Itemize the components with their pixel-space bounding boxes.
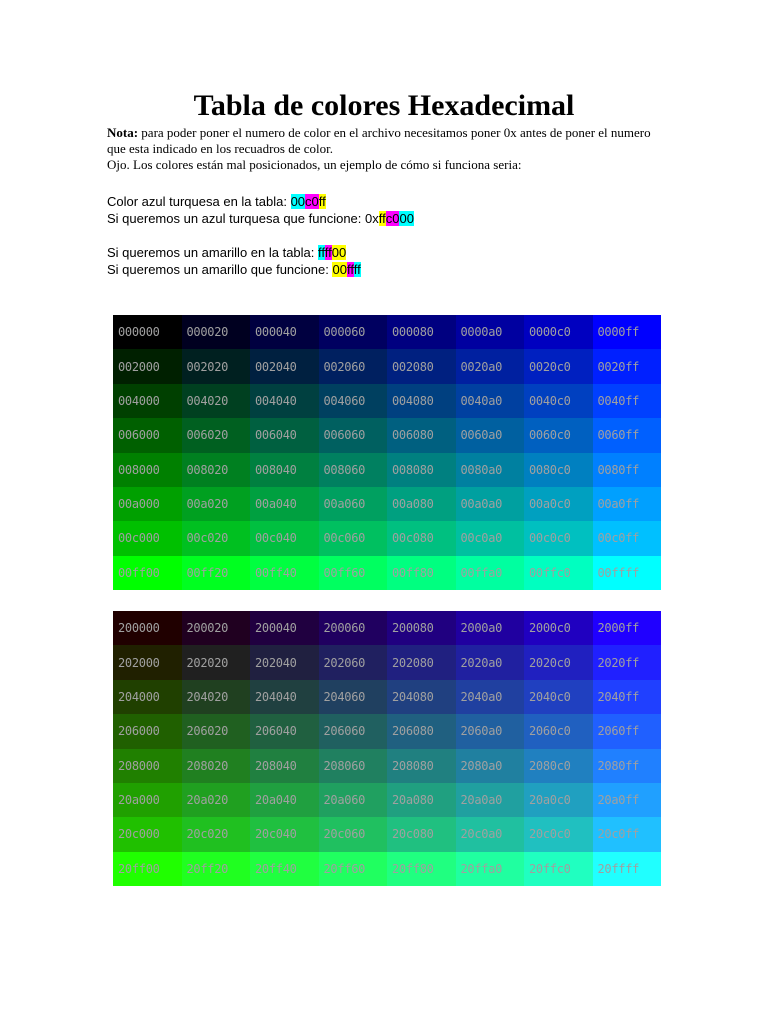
highlighted-hex-part: 00 [399, 211, 414, 226]
color-cell: 200080 [387, 611, 456, 645]
color-cell: 00c060 [319, 521, 388, 555]
color-cell: 00ff20 [182, 556, 251, 590]
color-cell: 00ffa0 [456, 556, 525, 590]
color-cell: 2080c0 [524, 749, 593, 783]
color-cell: 000060 [319, 315, 388, 349]
color-cell: 20ff60 [319, 852, 388, 886]
color-cell: 00a0ff [593, 487, 662, 521]
note-text: para poder poner el numero de color en el archivo necesitamos poner 0x antes de poner el numero que esta indicado en los recuadros de color. [107, 125, 651, 156]
color-cell: 20ffff [593, 852, 662, 886]
color-cell: 0000c0 [524, 315, 593, 349]
color-cell: 2000ff [593, 611, 662, 645]
color-cell: 004040 [250, 384, 319, 418]
color-cell: 000040 [250, 315, 319, 349]
highlighted-hex-part: ff [318, 245, 325, 260]
highlighted-hex-part: c0 [305, 194, 319, 209]
color-cell: 00c0ff [593, 521, 662, 555]
note-paragraph [107, 125, 667, 173]
color-cell: 0060ff [593, 418, 662, 452]
color-cell: 20a020 [182, 783, 251, 817]
color-cell: 0000ff [593, 315, 662, 349]
color-cell: 20c000 [113, 817, 182, 851]
color-cell: 0020a0 [456, 349, 525, 383]
color-cell: 00a040 [250, 487, 319, 521]
color-cell: 204060 [319, 680, 388, 714]
color-cell: 20a0a0 [456, 783, 525, 817]
color-cell: 2060ff [593, 714, 662, 748]
color-cell: 000020 [182, 315, 251, 349]
note-warning: Ojo. Los colores están mal posicionados, un ejemplo de cómo si funciona seria: [107, 157, 522, 172]
color-cell: 00ff80 [387, 556, 456, 590]
color-cell: 008040 [250, 453, 319, 487]
color-cell: 200000 [113, 611, 182, 645]
color-cell: 004020 [182, 384, 251, 418]
color-cell: 002060 [319, 349, 388, 383]
color-cell: 0040a0 [456, 384, 525, 418]
color-cell: 206040 [250, 714, 319, 748]
color-cell: 208000 [113, 749, 182, 783]
color-cell: 208080 [387, 749, 456, 783]
color-cell: 2060a0 [456, 714, 525, 748]
color-cell: 006020 [182, 418, 251, 452]
color-cell: 006040 [250, 418, 319, 452]
color-cell: 00c0c0 [524, 521, 593, 555]
note-label: Nota: [107, 125, 139, 140]
color-cell: 204000 [113, 680, 182, 714]
color-cell: 002040 [250, 349, 319, 383]
example-label: Color azul turquesa en la tabla: [107, 194, 291, 209]
color-cell: 200040 [250, 611, 319, 645]
color-cell: 204040 [250, 680, 319, 714]
color-cell: 2060c0 [524, 714, 593, 748]
color-cell: 20ff00 [113, 852, 182, 886]
color-cell: 202080 [387, 645, 456, 679]
highlighted-hex-part: ff [346, 262, 354, 277]
color-cell: 002020 [182, 349, 251, 383]
color-cell: 208060 [319, 749, 388, 783]
highlighted-hex-part: ff [324, 245, 332, 260]
color-cell: 20c080 [387, 817, 456, 851]
color-cell: 20c0a0 [456, 817, 525, 851]
color-cell: 002080 [387, 349, 456, 383]
color-cell: 2020a0 [456, 645, 525, 679]
color-cell: 00c080 [387, 521, 456, 555]
color-cell: 006080 [387, 418, 456, 452]
highlighted-hex-part: 00 [290, 194, 306, 209]
example-amarillo-funciona [107, 261, 667, 278]
color-cell: 20c040 [250, 817, 319, 851]
color-cell: 00ff00 [113, 556, 182, 590]
color-cell: 206020 [182, 714, 251, 748]
color-cell: 2000c0 [524, 611, 593, 645]
color-cell: 20ff40 [250, 852, 319, 886]
color-cell: 20ffc0 [524, 852, 593, 886]
color-cell: 004000 [113, 384, 182, 418]
example-amarillo-tabla [107, 244, 667, 261]
color-cell: 008000 [113, 453, 182, 487]
color-cell: 008060 [319, 453, 388, 487]
color-cell: 20a000 [113, 783, 182, 817]
color-cell: 00a0a0 [456, 487, 525, 521]
color-cell: 0020c0 [524, 349, 593, 383]
color-cell: 0060a0 [456, 418, 525, 452]
color-cell: 20a080 [387, 783, 456, 817]
color-cell: 0000a0 [456, 315, 525, 349]
color-cell: 00ff60 [319, 556, 388, 590]
color-cell: 00c040 [250, 521, 319, 555]
example-label: Si queremos un amarillo que funcione: [107, 262, 333, 277]
color-cell: 2080ff [593, 749, 662, 783]
color-cell: 000000 [113, 315, 182, 349]
color-cell: 2080a0 [456, 749, 525, 783]
color-cell: 00a0c0 [524, 487, 593, 521]
color-cell: 208020 [182, 749, 251, 783]
color-cell: 20c060 [319, 817, 388, 851]
color-cell: 20ff20 [182, 852, 251, 886]
color-cell: 20a060 [319, 783, 388, 817]
examples-block [107, 193, 667, 278]
highlighted-hex-part: ff [378, 211, 386, 226]
color-cell: 202020 [182, 645, 251, 679]
example-turquesa-funciona [107, 210, 667, 227]
color-cell: 00c000 [113, 521, 182, 555]
example-label: Si queremos un azul turquesa que funcione: 0x [107, 211, 379, 226]
color-cell: 208040 [250, 749, 319, 783]
color-cell: 00ffc0 [524, 556, 593, 590]
color-cell: 20c0c0 [524, 817, 593, 851]
color-cell: 002000 [113, 349, 182, 383]
color-cell: 008080 [387, 453, 456, 487]
page-title: Tabla de colores Hexadecimal [193, 89, 575, 122]
color-cell: 202060 [319, 645, 388, 679]
color-cell: 2000a0 [456, 611, 525, 645]
color-cell: 2040c0 [524, 680, 593, 714]
color-cell: 00ffff [593, 556, 662, 590]
example-turquesa-tabla [107, 193, 667, 210]
color-cell: 2020c0 [524, 645, 593, 679]
color-cell: 200060 [319, 611, 388, 645]
color-table-00 [113, 315, 661, 590]
color-cell: 2040a0 [456, 680, 525, 714]
color-cell: 004080 [387, 384, 456, 418]
color-cell: 0080c0 [524, 453, 593, 487]
color-cell: 000080 [387, 315, 456, 349]
color-cell: 00a060 [319, 487, 388, 521]
color-cell: 206060 [319, 714, 388, 748]
color-cell: 20ff80 [387, 852, 456, 886]
color-cell: 202040 [250, 645, 319, 679]
color-cell: 00a000 [113, 487, 182, 521]
color-cell: 00ff40 [250, 556, 319, 590]
highlighted-hex-part: ff [353, 262, 361, 277]
example-label: Si queremos un amarillo en la tabla: [107, 245, 319, 260]
color-cell: 00a020 [182, 487, 251, 521]
highlighted-hex-part: 00 [331, 245, 347, 260]
color-table-20 [113, 611, 661, 886]
color-cell: 202000 [113, 645, 182, 679]
color-cell: 0020ff [593, 349, 662, 383]
color-cell: 20ffa0 [456, 852, 525, 886]
color-cell: 200020 [182, 611, 251, 645]
color-cell: 006000 [113, 418, 182, 452]
color-cell: 2020ff [593, 645, 662, 679]
color-cell: 206080 [387, 714, 456, 748]
color-cell: 204080 [387, 680, 456, 714]
color-cell: 20a0c0 [524, 783, 593, 817]
color-cell: 2040ff [593, 680, 662, 714]
color-cell: 006060 [319, 418, 388, 452]
color-cell: 004060 [319, 384, 388, 418]
color-cell: 0060c0 [524, 418, 593, 452]
color-cell: 20c020 [182, 817, 251, 851]
color-cell: 00a080 [387, 487, 456, 521]
color-cell: 20a040 [250, 783, 319, 817]
color-cell: 0040ff [593, 384, 662, 418]
color-cell: 0080ff [593, 453, 662, 487]
highlighted-hex-part: ff [318, 194, 326, 209]
color-cell: 008020 [182, 453, 251, 487]
color-cell: 0040c0 [524, 384, 593, 418]
color-cell: 00c020 [182, 521, 251, 555]
color-cell: 0080a0 [456, 453, 525, 487]
color-cell: 204020 [182, 680, 251, 714]
color-cell: 00c0a0 [456, 521, 525, 555]
highlighted-hex-part: 00 [332, 262, 347, 277]
highlighted-hex-part: c0 [385, 211, 400, 226]
color-cell: 206000 [113, 714, 182, 748]
color-cell: 20a0ff [593, 783, 662, 817]
color-cell: 20c0ff [593, 817, 662, 851]
